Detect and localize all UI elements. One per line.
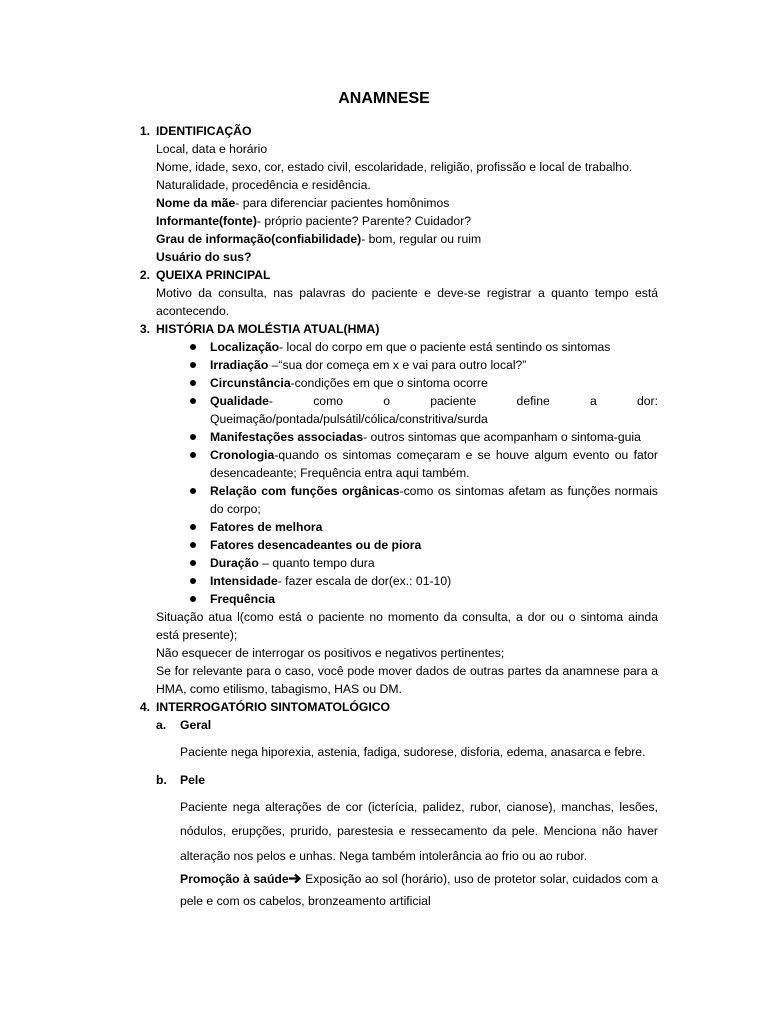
section-title: QUEIXA PRINCIPAL	[156, 268, 271, 282]
bold-term: Relação com funções orgânicas	[210, 484, 400, 498]
text-line: Nome, idade, sexo, cor, estado civil, escolaridade, religião, profissão e local de trabalho.	[156, 160, 633, 174]
section-number: 2.	[139, 268, 150, 282]
term-description: Exposição ao sol (horário), uso de protetor solar, cuidados com a pele e com os cabelos, bronzeamento artificial	[180, 872, 658, 908]
bold-term: Frequência	[210, 592, 276, 606]
document-body	[139, 122, 658, 912]
term-description: - como o paciente define a dor: Queimação/pontada/pulsátil/cólica/constritiva/surda	[210, 394, 658, 426]
bold-term: Informante(fonte)	[156, 214, 257, 228]
bold-term: Usuário do sus?	[156, 250, 252, 264]
bold-term: Irradiação	[210, 358, 269, 372]
section-number: 1.	[139, 124, 150, 138]
section-title: HISTÓRIA DA MOLÉSTIA ATUAL(HMA)	[156, 322, 380, 336]
subsection-title: Geral	[180, 718, 212, 732]
bold-term: Qualidade	[210, 394, 269, 408]
term-description: - próprio paciente? Parente? Cuidador?	[256, 214, 471, 228]
list-item	[210, 518, 658, 536]
bold-term: Promoção à saúde	[180, 872, 289, 886]
subsection-b-heading	[156, 771, 658, 789]
list-item	[210, 482, 658, 518]
term-description: –“sua dor começa em x e vai para outro local?”	[268, 358, 527, 372]
bold-term: Localização	[210, 340, 280, 354]
bold-term: Circunstância	[210, 376, 291, 390]
text-line: Local, data e horário	[156, 142, 268, 156]
bold-term: Manifestações associadas	[210, 430, 364, 444]
section-number: 4.	[139, 700, 150, 714]
section-title: IDENTIFICAÇÃO	[156, 124, 252, 138]
term-description: - local do corpo em que o paciente está sentindo os sintomas	[279, 340, 611, 354]
section-number: 3.	[139, 322, 150, 336]
arrow-right-icon	[289, 873, 302, 884]
section-2-heading	[139, 266, 658, 284]
list-item	[210, 572, 658, 590]
text-line	[156, 194, 658, 212]
term-description: - outros sintomas que acompanham o sintoma-guia	[363, 430, 641, 444]
list-item	[210, 338, 658, 356]
term-description: - fazer escala de dor(ex.: 01-10)	[277, 574, 452, 588]
section-4-heading	[139, 698, 658, 716]
bullet-list	[156, 338, 658, 608]
bold-term: Fatores desencadeantes ou de piora	[210, 538, 422, 552]
subsection-title: Pele	[180, 772, 206, 787]
bold-term: Intensidade	[210, 574, 278, 588]
list-item	[210, 554, 658, 572]
section-3-heading	[139, 320, 658, 338]
section-title: INTERROGATÓRIO SINTOMATOLÓGICO	[156, 700, 391, 714]
paragraph: Motivo da consulta, nas palavras do paciente e deve-se registrar a quanto tempo está acontecendo.	[156, 286, 658, 318]
text-line: Naturalidade, procedência e residência.	[156, 178, 371, 192]
text-line	[156, 212, 658, 230]
subsection-letter: a.	[156, 718, 167, 732]
bold-term: Nome da mãe	[156, 196, 236, 210]
list-item	[210, 446, 658, 482]
paragraph: Paciente nega hiporexia, astenia, fadiga, sudorese, disforia, edema, anasarca e febre.	[180, 745, 646, 759]
text-line	[156, 248, 658, 266]
bold-term: Grau de informação(confiabilidade)	[156, 232, 362, 246]
list-item	[210, 356, 658, 374]
subsection-a-heading	[156, 716, 658, 734]
section-1-heading	[139, 122, 658, 140]
list-item	[210, 392, 658, 428]
subsection-letter: b.	[156, 772, 167, 787]
term-description: - para diferenciar pacientes homônimos	[235, 196, 450, 210]
list-item	[210, 590, 658, 608]
paragraph: Paciente nega alterações de cor (icterícia, palidez, rubor, cianose), manchas, lesões, nódulos, erupções, prurido, parestesia e ressecamento da pele. Menciona não haver alteração nos pelos e unhas. Nega também intolerância ao frio ou ao rubor.	[180, 799, 658, 863]
term-description: -quando os sintomas começaram e se houve algum evento ou fator desencadeante; Frequência entra aqui também.	[210, 448, 658, 480]
paragraph	[180, 868, 658, 912]
term-description: -condições em que o sintoma ocorre	[290, 376, 488, 390]
term-description: -como os sintomas afetam as funções normais do corpo;	[210, 484, 658, 516]
page-title: ANAMNESE	[338, 90, 430, 107]
term-description: – quanto tempo dura	[258, 556, 375, 570]
paragraph: Não esquecer de interrogar os positivos e negativos pertinentes;	[156, 646, 505, 660]
bold-term: Cronologia	[210, 448, 275, 462]
list-item	[210, 536, 658, 554]
text-line	[156, 230, 658, 248]
term-description: - bom, regular ou ruim	[361, 232, 482, 246]
list-item	[210, 428, 658, 446]
bold-term: Duração	[210, 556, 259, 570]
paragraph: Se for relevante para o caso, você pode mover dados de outras partes da anamnese para a HMA, como etilismo, tabagismo, HAS ou DM.	[156, 664, 658, 696]
list-item	[210, 374, 658, 392]
paragraph: Situação atua l(como está o paciente no momento da consulta, a dor ou o sintoma ainda está presente);	[156, 610, 658, 642]
bold-term: Fatores de melhora	[210, 520, 323, 534]
